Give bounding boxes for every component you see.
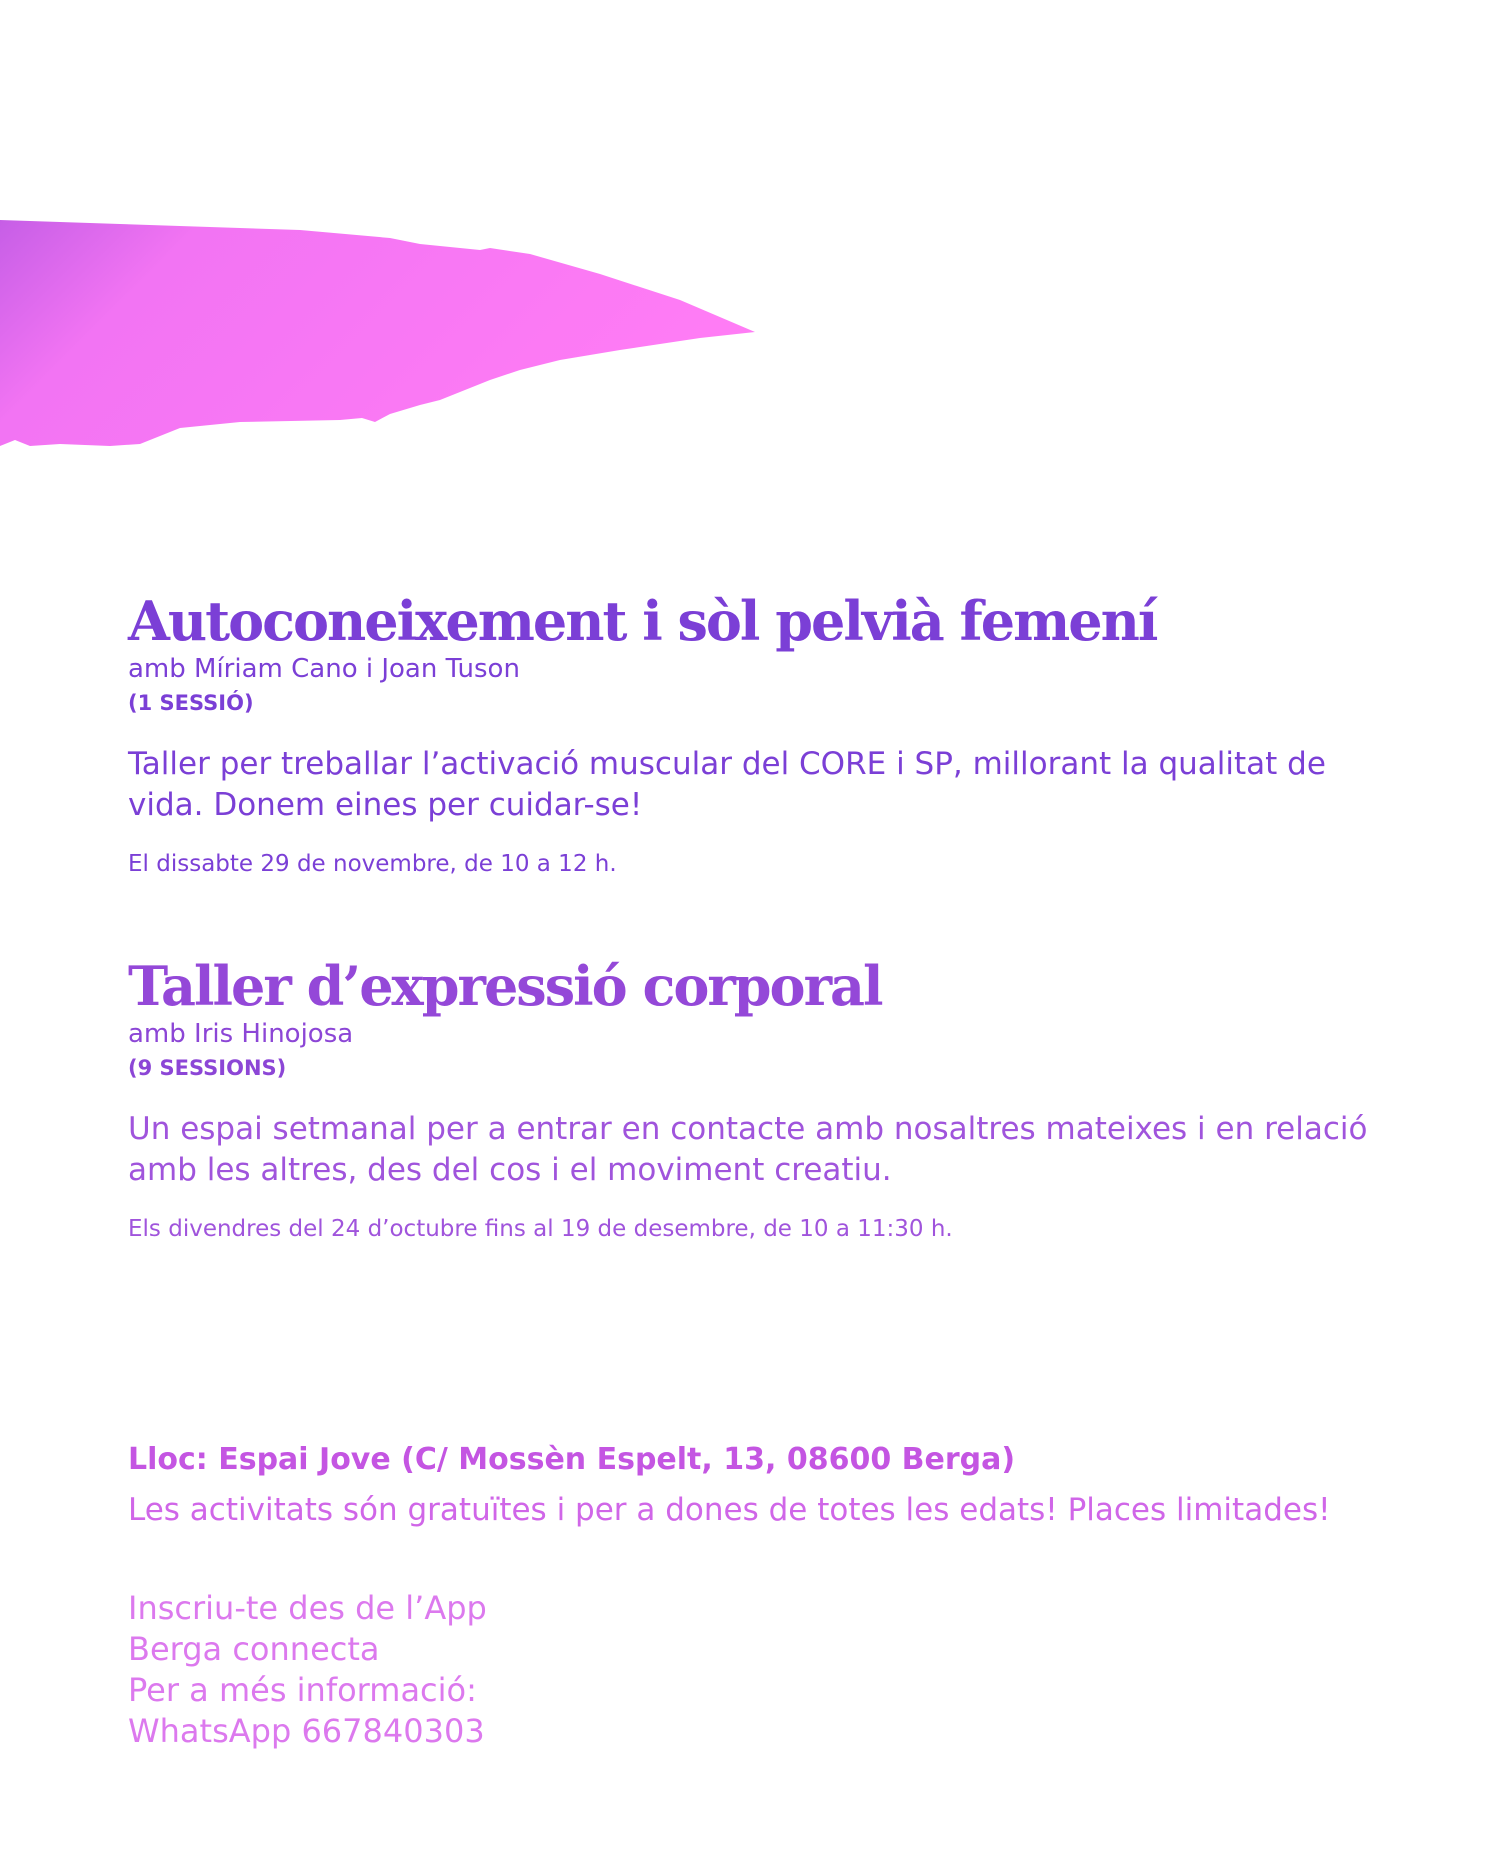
free-activities-note: Les activitats són gratuïtes i per a dones de totes les edats! Places limitades! <box>128 1492 1331 1528</box>
event-description: Un espai setmanal per a entrar en contacte amb nosaltres mateixes i en relació amb les altres, des del cos i el moviment creatiu. <box>128 1111 1368 1188</box>
event-host: amb Míriam Cano i Joan Tuson <box>128 654 520 684</box>
event-title: Autoconeixement i sòl pelvià femení <box>128 589 1157 653</box>
pink-brush-stroke-decoration <box>0 210 760 460</box>
event-sessions: (9 SESSIONS) <box>128 1056 287 1080</box>
location-text: Lloc: Espai Jove (C/ Mossèn Espelt, 13, 08600 Berga) <box>128 1442 1016 1477</box>
contact-line-whatsapp: WhatsApp 667840303 <box>128 1712 485 1750</box>
contact-line-app-name: Berga connecta <box>128 1630 380 1668</box>
contact-line-info: Per a més informació: <box>128 1671 477 1709</box>
event-card <box>128 590 1398 879</box>
event-title: Taller d’expressió corporal <box>128 954 882 1018</box>
event-description: Taller per treballar l’activació muscular del CORE i SP, millorant la qualitat de vida. Donem eines per cuidar-se! <box>128 746 1326 823</box>
event-sessions: (1 SESSIÓ) <box>128 691 254 715</box>
event-card <box>128 955 1398 1244</box>
contact-block <box>128 1588 1428 1752</box>
event-date: El dissabte 29 de novembre, de 10 a 12 h. <box>128 851 617 877</box>
events-section <box>128 590 1398 1244</box>
event-host: amb Iris Hinojosa <box>128 1019 354 1049</box>
event-date: Els divendres del 24 d’octubre fins al 19 de desembre, de 10 a 11:30 h. <box>128 1216 953 1242</box>
contact-line-app: Inscriu-te des de l’App <box>128 1589 487 1627</box>
info-section <box>128 1440 1428 1752</box>
